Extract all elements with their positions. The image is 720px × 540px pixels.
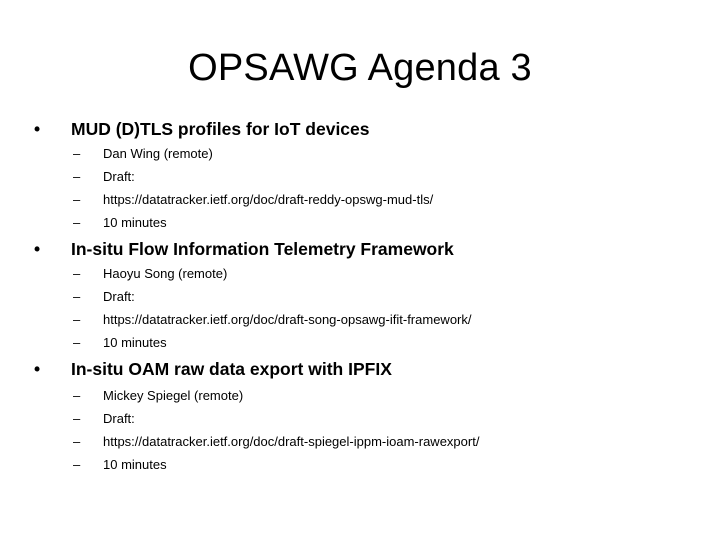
dash-icon: – xyxy=(73,266,81,281)
bullet-icon: • xyxy=(34,239,41,259)
bullet-icon: • xyxy=(34,119,41,139)
dash-icon: – xyxy=(73,457,81,472)
list-item-text: 10 minutes xyxy=(103,457,167,472)
list-item-text: Draft: xyxy=(103,411,135,426)
dash-icon: – xyxy=(73,192,81,207)
list-item-text: Draft: xyxy=(103,169,135,184)
dash-icon: – xyxy=(73,388,81,403)
list-item-text: Haoyu Song (remote) xyxy=(103,266,228,281)
list-item-text: Dan Wing (remote) xyxy=(103,146,213,161)
draft-link[interactable]: https://datatracker.ietf.org/doc/draft-reddy-opswg-mud-tls/ xyxy=(103,192,434,207)
list-item-text: 10 minutes xyxy=(103,215,167,230)
topic-sub-list xyxy=(73,262,693,354)
dash-icon: – xyxy=(73,289,81,304)
topic-heading xyxy=(34,358,694,380)
dash-icon: – xyxy=(73,169,81,184)
draft-link[interactable]: https://datatracker.ietf.org/doc/draft-song-opsawg-ifit-framework/ xyxy=(103,312,472,327)
list-item xyxy=(73,430,693,453)
dash-icon: – xyxy=(73,215,81,230)
list-item-text: 10 minutes xyxy=(103,335,167,350)
topic-heading-text: In-situ OAM raw data export with IPFIX xyxy=(71,359,392,379)
dash-icon: – xyxy=(73,146,81,161)
dash-icon: – xyxy=(73,434,81,449)
dash-icon: – xyxy=(73,335,81,350)
dash-icon: – xyxy=(73,411,81,426)
topic-heading xyxy=(34,118,694,140)
slide-title: OPSAWG Agenda 3 xyxy=(188,47,532,89)
list-item xyxy=(73,308,693,331)
list-item xyxy=(73,453,693,476)
list-item xyxy=(73,285,693,308)
list-item xyxy=(73,165,693,188)
topic-heading-text: In-situ Flow Information Telemetry Framework xyxy=(71,239,454,259)
list-item-text: Draft: xyxy=(103,289,135,304)
list-item xyxy=(73,188,693,211)
list-item xyxy=(73,211,693,234)
draft-link[interactable]: https://datatracker.ietf.org/doc/draft-spiegel-ippm-ioam-rawexport/ xyxy=(103,434,480,449)
list-item xyxy=(73,331,693,354)
bullet-icon: • xyxy=(34,359,41,379)
topic-sub-list xyxy=(73,384,693,476)
list-item-text: Mickey Spiegel (remote) xyxy=(103,388,244,403)
list-item xyxy=(73,262,693,285)
list-item xyxy=(73,384,693,407)
list-item xyxy=(73,142,693,165)
list-item xyxy=(73,407,693,430)
topic-heading-text: MUD (D)TLS profiles for IoT devices xyxy=(71,119,370,139)
dash-icon: – xyxy=(73,312,81,327)
topic-sub-list xyxy=(73,142,693,234)
topic-heading xyxy=(34,238,694,260)
